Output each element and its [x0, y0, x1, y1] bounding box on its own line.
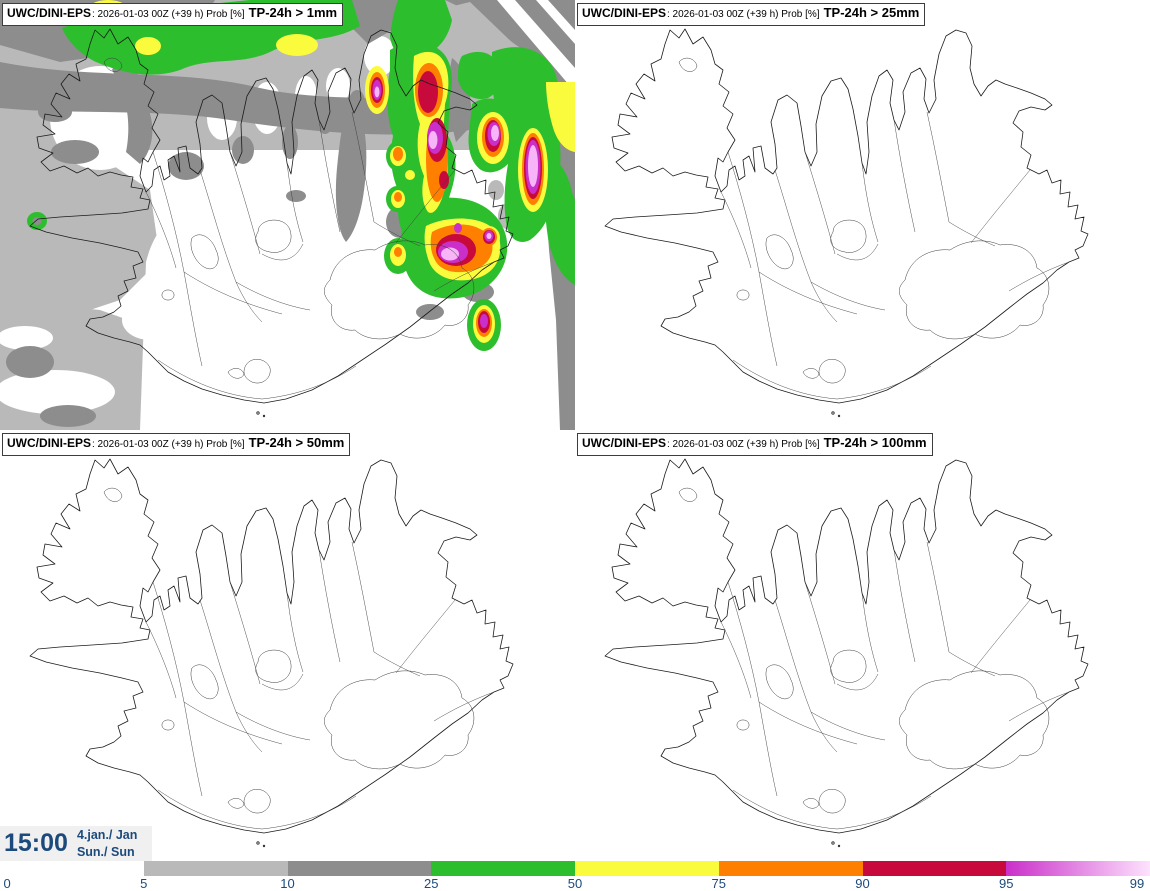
legend-segment [144, 861, 288, 876]
legend-tick-label: 0 [3, 876, 11, 891]
legend-tick-label: 90 [855, 876, 870, 891]
iceland-map-25mm [575, 0, 1150, 430]
product-name: UWC/DINI-EPS [582, 6, 666, 20]
legend-segment [1006, 861, 1150, 876]
valid-time: 15:00 [4, 829, 68, 857]
map-panel-tp24h-100mm [575, 430, 1150, 860]
panel-title-100mm [577, 433, 933, 456]
product-name: UWC/DINI-EPS [7, 6, 91, 20]
product-name: UWC/DINI-EPS [7, 436, 91, 450]
map-panel-tp24h-1mm [0, 0, 575, 430]
legend-tick-label: 5 [140, 876, 148, 891]
run-info: : 2026-01-03 00Z (+39 h) Prob [%] [92, 9, 245, 20]
legend-segment [431, 861, 575, 876]
panel-title-25mm [577, 3, 925, 26]
legend-tick-label: 95 [999, 876, 1014, 891]
map-panel-tp24h-25mm [575, 0, 1150, 430]
valid-date [68, 827, 137, 860]
iceland-map-1mm [0, 0, 575, 430]
panel-title-1mm [2, 3, 343, 26]
legend-bar [0, 861, 1150, 876]
valid-time-box [0, 826, 152, 861]
run-info: : 2026-01-03 00Z (+39 h) Prob [%] [92, 439, 245, 450]
legend-segment [575, 861, 719, 876]
iceland-coastline [30, 451, 513, 847]
threshold-label: TP-24h > 50mm [248, 435, 345, 450]
threshold-label: TP-24h > 25mm [823, 5, 920, 20]
legend-tick-label: 75 [711, 876, 726, 891]
iceland-map-50mm [0, 430, 575, 860]
iceland-map-100mm [575, 430, 1150, 860]
legend-labels [0, 876, 1150, 891]
run-info: : 2026-01-03 00Z (+39 h) Prob [%] [667, 9, 820, 20]
legend-tick-label: 99 [1129, 876, 1145, 891]
iceland-coastline [605, 21, 1088, 417]
legend-tick-label: 50 [567, 876, 583, 891]
legend-segment [863, 861, 1007, 876]
legend-segment [719, 861, 863, 876]
run-info: : 2026-01-03 00Z (+39 h) Prob [%] [667, 439, 820, 450]
map-panel-tp24h-50mm [0, 430, 575, 860]
valid-date-day: 4.jan./ Jan [76, 828, 138, 843]
legend-tick-label: 10 [280, 876, 295, 891]
threshold-label: TP-24h > 100mm [823, 435, 927, 450]
legend-tick-label: 25 [424, 876, 439, 891]
valid-date-weekday: Sun./ Sun [76, 844, 135, 859]
product-name: UWC/DINI-EPS [582, 436, 666, 450]
legend-segment [288, 861, 432, 876]
iceland-coastline [605, 451, 1088, 847]
threshold-label: TP-24h > 1mm [248, 5, 338, 20]
panel-title-50mm [2, 433, 350, 456]
